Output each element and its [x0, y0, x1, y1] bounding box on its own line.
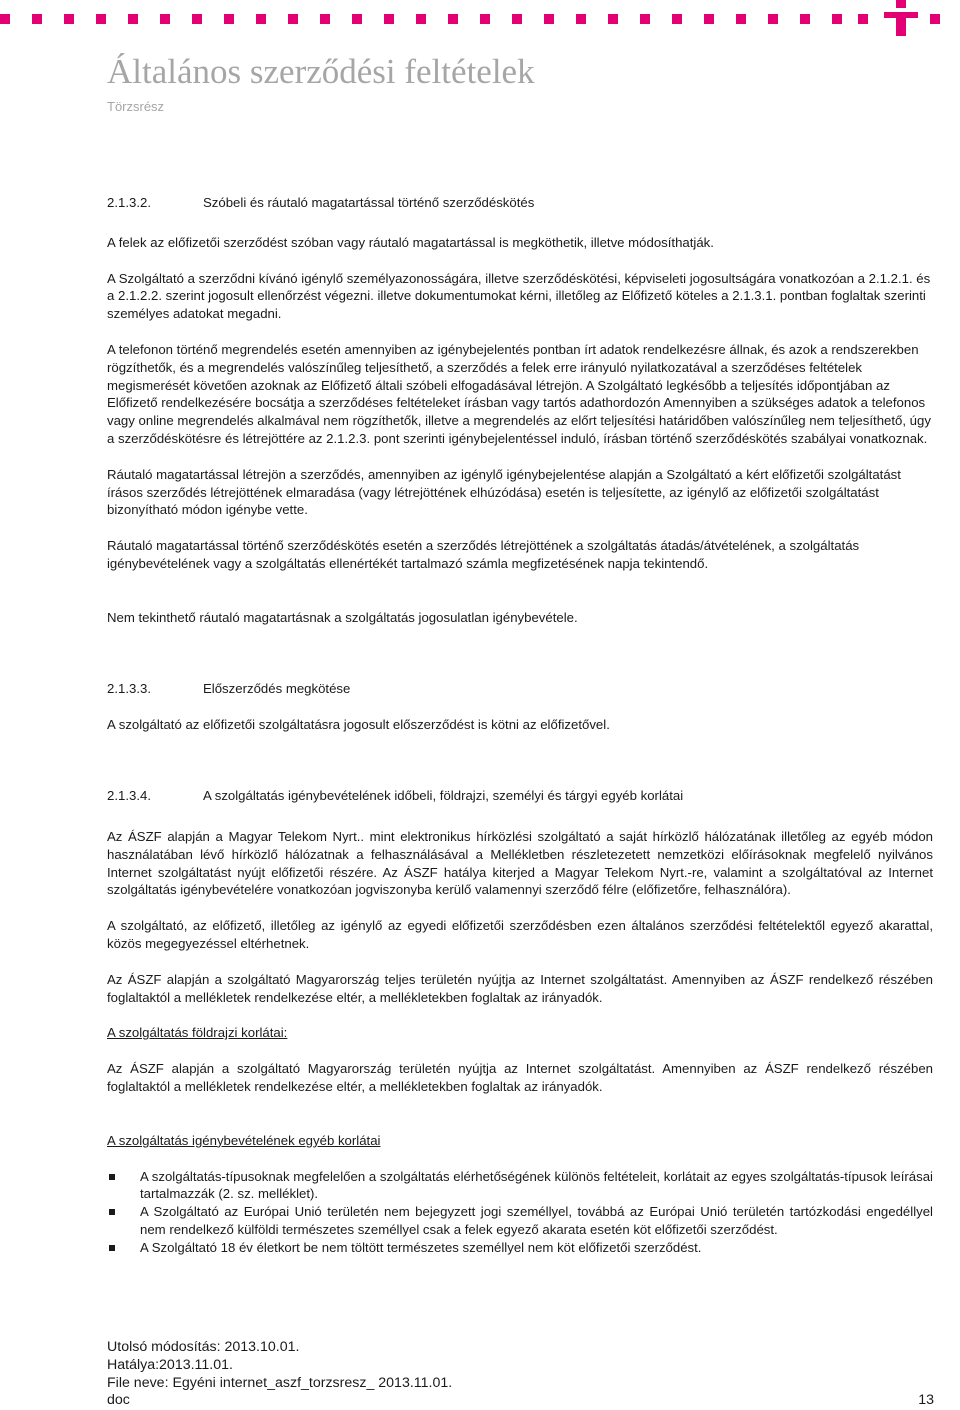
brand-square: [672, 14, 682, 24]
bullet-square-icon: [109, 1209, 115, 1215]
brand-square: [224, 14, 234, 24]
section-number: 2.1.3.4.: [107, 788, 151, 804]
paragraph: Az ÁSZF alapján a szolgáltató Magyarország területén nyújtja az Internet szolgáltatást. Amennyiben az ÁSZF rendelkező részében foglaltaktól a mellékletek rendelkezése eltér, a mellékletekben foglaltak az irányadók.: [107, 1061, 933, 1094]
paragraph: Ráutaló magatartással történő szerződéskötés esetén a szerződés létrejöttének a szolgáltatás átadás/átvételének, a szolgáltatás igénybevételének vagy a szolgáltatás ellenértékét tartalmazó számla megfizetésének napja tekintendő.: [107, 538, 860, 571]
section-number: 2.1.3.3.: [107, 680, 151, 696]
section-heading-2134: [107, 787, 933, 805]
brand-square: [96, 14, 106, 24]
page-title: Általános szerződési feltételek: [107, 52, 535, 91]
footer-effective: Hatálya:2013.11.01.: [107, 1356, 233, 1373]
brand-square: [128, 14, 138, 24]
brand-square: [64, 14, 74, 24]
footer: [107, 1339, 452, 1410]
brand-square: [640, 14, 650, 24]
subheading-geographic-limits: A szolgáltatás földrajzi korlátai:: [107, 1025, 288, 1041]
brand-square: [256, 14, 266, 24]
paragraph: Ráutaló magatartással létrejön a szerződés, amennyiben az igénylő igénybejelentése alapján a Szolgáltató a kért előfizetői szolgáltatást írásos szerződés létrejöttének elmaradása (vagy létrejöttének elhúzódása) esetén is teljesítette, az igénylő az előfizetői szolgáltatást bizonyítható módon igénybe vette.: [107, 466, 901, 518]
list-item: A szolgáltatás-típusoknak megfelelően a szolgáltatás elérhetőségének különös feltételeit, korlátait az egyes szolgáltatás-típusok leírásai tartalmazzák (2. sz. melléklet).: [107, 1168, 933, 1204]
paragraph: Nem tekinthető ráutaló magatartásnak a szolgáltatás jogosulatlan igénybevétele.: [107, 609, 578, 625]
brand-square: [512, 14, 522, 24]
section-title: Szóbeli és ráutaló magatartással történő szerződéskötés: [203, 195, 535, 210]
section-heading-2133: [107, 680, 933, 698]
list-item: A Szolgáltató az Európai Unió területén nem bejegyzett jogi személlyel, továbbá az Európai Unió területén tartózkodási engedéllyel nem rendelkező külföldi természetes személlyel csak a felek egyező akarata esetén köt előfizetői szerződést.: [107, 1203, 933, 1239]
footer-filename: File neve: Egyéni internet_aszf_torzsresz_ 2013.11.01.: [107, 1374, 453, 1391]
footer-modified: Utolsó módosítás: 2013.10.01.: [107, 1339, 300, 1355]
brand-square: [858, 14, 868, 24]
brand-bar: [0, 0, 960, 38]
brand-square: [800, 14, 810, 24]
brand-square: [832, 14, 842, 24]
brand-square: [192, 14, 202, 24]
bullet-square-icon: [109, 1174, 115, 1180]
brand-square: [768, 14, 778, 24]
brand-square: [0, 14, 10, 24]
paragraph: A felek az előfizetői szerződést szóban vagy ráutaló magatartással is megköthetik, illetve módosíthatják.: [107, 234, 714, 250]
footer-filename-ext: doc: [107, 1392, 130, 1409]
brand-square: [320, 14, 330, 24]
paragraph: A telefonon történő megrendelés esetén amennyiben az igénybejelentés pontban írt adatok rendelkezésre állnak, és azok a rendszerekben rögzíthetők, és a megrendelés valószínűleg teljesíthető, a szerződés a felek erre irányuló nyilatkozatával a szerződéses feltételek megismerését követően azoknak az Előfizető általi szóbeli elfogadásával létrejön. A Szolgáltató legkésőbb a teljesítés időpontjában az Előfizető rendelkezésére bocsátja a szerződéses feltételeket írásban vagy tartós adathordozón Amennyiben a szükséges adatok a telefonos vagy online megrendelés alkalmával nem rögzíthetők, illetve a megrendelés az előrt teljesítési határidőben valószínűleg nem teljesíthető, úgy a szerződéskötésre és létrejöttére az 2.1.2.3. pont szerinti igénybejelentéssel induló, írásban történő szerződéskötés szabályai vonatkoznak.: [107, 341, 931, 446]
brand-square: [384, 14, 394, 24]
brand-square: [608, 14, 618, 24]
paragraph: A Szolgáltató a szerződni kívánó igénylő személyazonosságára, illetve szerződéskötési, képviseleti jogosultságára vonatkozóan a 2.1.2.1. és a 2.1.2.2. szerint jogosult ellenőrzést végezni. illetve dokumentumokat kérni, illetőleg az Előfizető köteles a 2.1.3.1. pontban foglaltak szerinti személyes adatokat megadni.: [107, 270, 931, 322]
bullet-square-icon: [109, 1245, 115, 1251]
page-subtitle: Törzsrész: [107, 99, 165, 114]
section-title: Előszerződés megkötése: [203, 680, 351, 696]
section-number: 2.1.3.2.: [107, 195, 151, 210]
section-heading-2132: [107, 194, 933, 212]
brand-square: [736, 14, 746, 24]
brand-square: [480, 14, 490, 24]
paragraph: A szolgáltató az előfizetői szolgáltatásra jogosult előszerződést is kötni az előfizetővel.: [107, 717, 610, 733]
section-title: A szolgáltatás igénybevételének időbeli, földrajzi, személyi és tárgyi egyéb korlátai: [203, 788, 684, 804]
document-body: [107, 194, 933, 1256]
brand-square: [32, 14, 42, 24]
list-item: A Szolgáltató 18 év életkort be nem töltött természetes személlyel nem köt előfizetői szerződést.: [107, 1239, 933, 1257]
brand-square: [160, 14, 170, 24]
brand-square: [288, 14, 298, 24]
telekom-t-logo-icon: [884, 0, 918, 36]
limits-list: [107, 1168, 933, 1257]
paragraph: A szolgáltató, az előfizető, illetőleg az igénylő az egyedi előfizetői szerződésben ezen általános szerződési feltételektől egyező akarattal, közös megegyezéssel eltérhetnek.: [107, 918, 933, 951]
brand-square: [352, 14, 362, 24]
subheading-other-limits: A szolgáltatás igénybevételének egyéb korlátai: [107, 1132, 381, 1148]
page-number: 13: [918, 1392, 934, 1408]
brand-square: [448, 14, 458, 24]
brand-square: [576, 14, 586, 24]
paragraph: Az ÁSZF alapján a szolgáltató Magyarország teljes területén nyújtja az Internet szolgáltatást. Amennyiben az ÁSZF rendelkező részében foglaltaktól a mellékletek rendelkezése eltér, a mellékletekben foglaltak az irányadók.: [107, 971, 933, 1005]
brand-square: [416, 14, 426, 24]
brand-square: [930, 14, 940, 24]
brand-square: [704, 14, 714, 24]
brand-square: [544, 14, 554, 24]
paragraph: Az ÁSZF alapján a Magyar Telekom Nyrt.. mint elektronikus hírközlési szolgáltató a saját hírközlő hálózatának illetőleg az egyéb módon használatában lévő hírközlő hálózatnak a felhasználásával a Mellékletben részletezetett nemzetközi előírásoknak megfelelő nyilvános Internet szolgáltatást nyújt előfizetői részére. Az ÁSZF hatálya kiterjed a Magyar Telekom Nyrt.-re, valamint a szolgáltatóval az Internet szolgáltatás igénybevételére vonatkozóan jogviszonyba kerülő valamennyi szerződő félre (előfizetőre, felhasználóra).: [107, 828, 933, 898]
